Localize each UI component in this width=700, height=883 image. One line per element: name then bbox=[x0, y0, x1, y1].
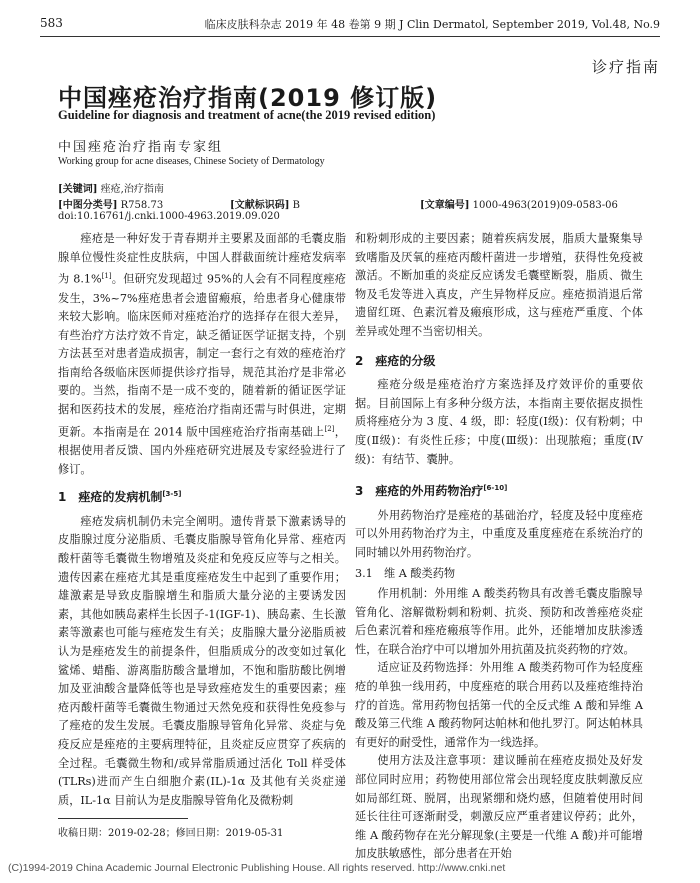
title-chinese: 中国痤疮治疗指南(2019 修订版) bbox=[58, 84, 438, 112]
clc-value: R758.73 bbox=[120, 200, 164, 211]
doi-line: doi:10.16761/j.cnki.1000-4963.2019.09.020 bbox=[58, 211, 280, 222]
subsection-heading-3-1: 3.1 维 A 酸类药物 bbox=[355, 566, 456, 580]
article-id-label: [文章编号] bbox=[420, 200, 470, 211]
citation: [6-10] bbox=[483, 484, 508, 493]
doc-code-label: [文献标识码] bbox=[230, 200, 290, 211]
right-column bbox=[355, 230, 643, 864]
citation: [2] bbox=[324, 424, 335, 433]
clc-label: [中图分类号] bbox=[58, 200, 118, 211]
heading-text: 3 痤疮的外用药物治疗 bbox=[355, 484, 484, 499]
citation: [3-5] bbox=[162, 490, 182, 499]
author-english: Working group for acne diseases, Chinese Society of Dermatology bbox=[58, 156, 325, 167]
title-english: Guideline for diagnosis and treatment of acne(the 2019 revised edition) bbox=[58, 108, 436, 122]
topical-paragraph: 外用药物治疗是痤疮的基础治疗，轻度及轻中度痤疮可以外用药物治疗为主，中重度及重度痤疮在系统治疗的同时辅以外用药物治疗。 bbox=[355, 508, 643, 559]
heading-text: 1 痤疮的发病机制 bbox=[58, 490, 163, 505]
copyright-watermark: (C)1994-2019 China Academic Journal Electronic Publishing House. All rights reserved. http://www.cnki.net bbox=[8, 862, 506, 874]
indication-paragraph: 适应证及药物选择：外用维 A 酸类药物可作为轻度痤疮的单独一线用药，中度痤疮的联合用药以及痤疮维持治疗的首选。常用药物包括第一代的全反式维 A 酸和异维 A 酸及第三代维 A 酸药物阿达帕林和他扎罗汀。阿达帕林具有更好的耐受性，通常作为一线选择。 bbox=[355, 661, 643, 749]
received-date-footnote: 收稿日期：2019-02-28；修回日期：2019-05-31 bbox=[58, 828, 284, 839]
header-rule bbox=[40, 36, 660, 37]
section-heading-1 bbox=[58, 485, 346, 507]
page-number: 583 bbox=[40, 16, 63, 30]
pathogenesis-continued: 和粉刺形成的主要因素；随着疾病发展，脂质大量聚集导致嗜脂及厌氧的痤疮丙酸杆菌进一步增殖，获得性免疫被激活。不断加重的炎症反应诱发毛囊壁断裂，脂质、微生物及毛发等进入真皮，产生异物样反应。痤疮损消退后常遗留红斑、色素沉着及瘢痕形成，这与痤疮严重度、个体差异或处理不当密切相关。 bbox=[355, 232, 643, 338]
article-id-value: 1000-4963(2019)09-0583-06 bbox=[472, 200, 618, 211]
article-id-line bbox=[420, 196, 618, 211]
grading-paragraph: 痤疮分级是痤疮治疗方案选择及疗效评价的重要依据。目前国际上有多种分级方法，本指南主要依据皮损性质将痤疮分为 3 度、4 级，即：轻度(Ⅰ级)：仅有粉刺；中度(Ⅱ级)：有炎性丘疹；中度(Ⅲ级)：出现脓疱；重度(Ⅳ级)：有结节、囊肿。 bbox=[355, 378, 643, 466]
intro-paragraph bbox=[58, 230, 346, 479]
keywords-line bbox=[58, 180, 164, 195]
keywords-value: 痤疮,治疗指南 bbox=[100, 184, 164, 195]
citation: [1] bbox=[101, 272, 112, 281]
pathogenesis-paragraph: 痤疮发病机制仍未完全阐明。遗传背景下激素诱导的皮脂腺过度分泌脂质、毛囊皮脂腺导管角化异常、痤疮丙酸杆菌等毛囊微生物增殖及炎症和免疫反应等与之相关。遗传因素在痤疮尤其是重度痤疮发生中起到了重要作用；雄激素是导致皮脂腺增生和脂质大量分泌的主要诱发因素，其他如胰岛素样生长因子-1(IGF-1)、胰岛素、生长激素等激素也可能与痤疮发生有关；皮脂腺大量分泌脂质被认为是痤疮发生的前提条件，但脂质成分的改变如过氧化鲨烯、蜡酯、游离脂肪酸含量增加，不饱和脂肪酸比例增加及亚油酸含量降低等也是导致痤疮发生的重要因素；痤疮丙酸杆菌等毛囊微生物通过天然免疫和获得性免疫参与了痤疮的发生发展。毛囊皮脂腺导管角化异常、炎症与免疫反应是痤疮的主要病理特征，且炎症反应贯穿了疾病的全过程。毛囊微生物和/或异常脂质通过活化 Toll 样受体(TLRs)进而产生白细胞介素(IL)-1α 及其他有关炎症递质，IL-1α 目前认为是皮脂腺导管角化及微粉刺 bbox=[58, 514, 346, 807]
left-column bbox=[58, 230, 346, 810]
intro-text-end: ，根据使用者反馈、国内外痤疮研究进展及专家经验进行了修订。 bbox=[58, 425, 346, 476]
intro-text-cont: 。但研究发现超过 95%的人会有不同程度痤疮发生，3%~7%痤疮患者会遗留瘢痕，给患者身心健康带来较大影响。临床医师对痤疮治疗的选择存在很大差异，有些治疗方法疗效不肯定，缺乏循证医学证据支持，个别方法甚至对患者造成损害，制定一套行之有效的痤疮治疗指南给各级临床医师提供诊疗指导，规范其治疗是非常必要的。当然，指南不是一成不变的，随着新的循证医学证据和医药技术的发展，痤疮治疗指南还需与时俱进，定期更新。本指南是在 2014 版中国痤疮治疗指南基础上 bbox=[58, 272, 346, 439]
mechanism-paragraph: 作用机制：外用维 A 酸类药物具有改善毛囊皮脂腺导管角化、溶解微粉刺和粉刺、抗炎、预防和改善痤疮炎症后色素沉着和痤疮瘢痕等作用。此外，还能增加皮肤渗透性，在联合治疗中可以增加外用抗菌及抗炎药物的疗效。 bbox=[355, 587, 643, 656]
doc-code-value: B bbox=[292, 200, 301, 211]
author-chinese: 中国痤疮治疗指南专家组 bbox=[58, 140, 224, 155]
usage-paragraph: 使用方法及注意事项：建议睡前在痤疮皮损处及好发部位同时应用；药物使用部位常会出现轻度皮肤刺激反应如局部红斑、脱屑，出现紧绷和烧灼感，但随着使用时间延长往往可逐渐耐受，刺激反应严重者建议停药；此外，维 A 酸药物存在光分解现象(主要是一代维 A 酸)并可能增加皮肤敏感性，部分患者在开始 bbox=[355, 754, 643, 861]
classification-line bbox=[58, 196, 163, 211]
journal-header: 临床皮肤科杂志 2019 年 48 卷第 9 期 J Clin Dermatol, September 2019, Vol.48, No.9 bbox=[204, 18, 660, 31]
keywords-label: [关键词] bbox=[58, 184, 98, 195]
intro-text: 痤疮是一种好发于青春期并主要累及面部的毛囊皮脂腺单位慢性炎症性皮肤病，中国人群截面统计痤疮发病率为 8.1% bbox=[58, 232, 346, 286]
section-heading-3 bbox=[355, 479, 643, 501]
doc-code-line bbox=[230, 196, 300, 211]
section-heading-2: 2 痤疮的分级 bbox=[355, 353, 436, 368]
section-tag: 诊疗指南 bbox=[591, 58, 660, 76]
footnote-rule bbox=[58, 818, 188, 819]
